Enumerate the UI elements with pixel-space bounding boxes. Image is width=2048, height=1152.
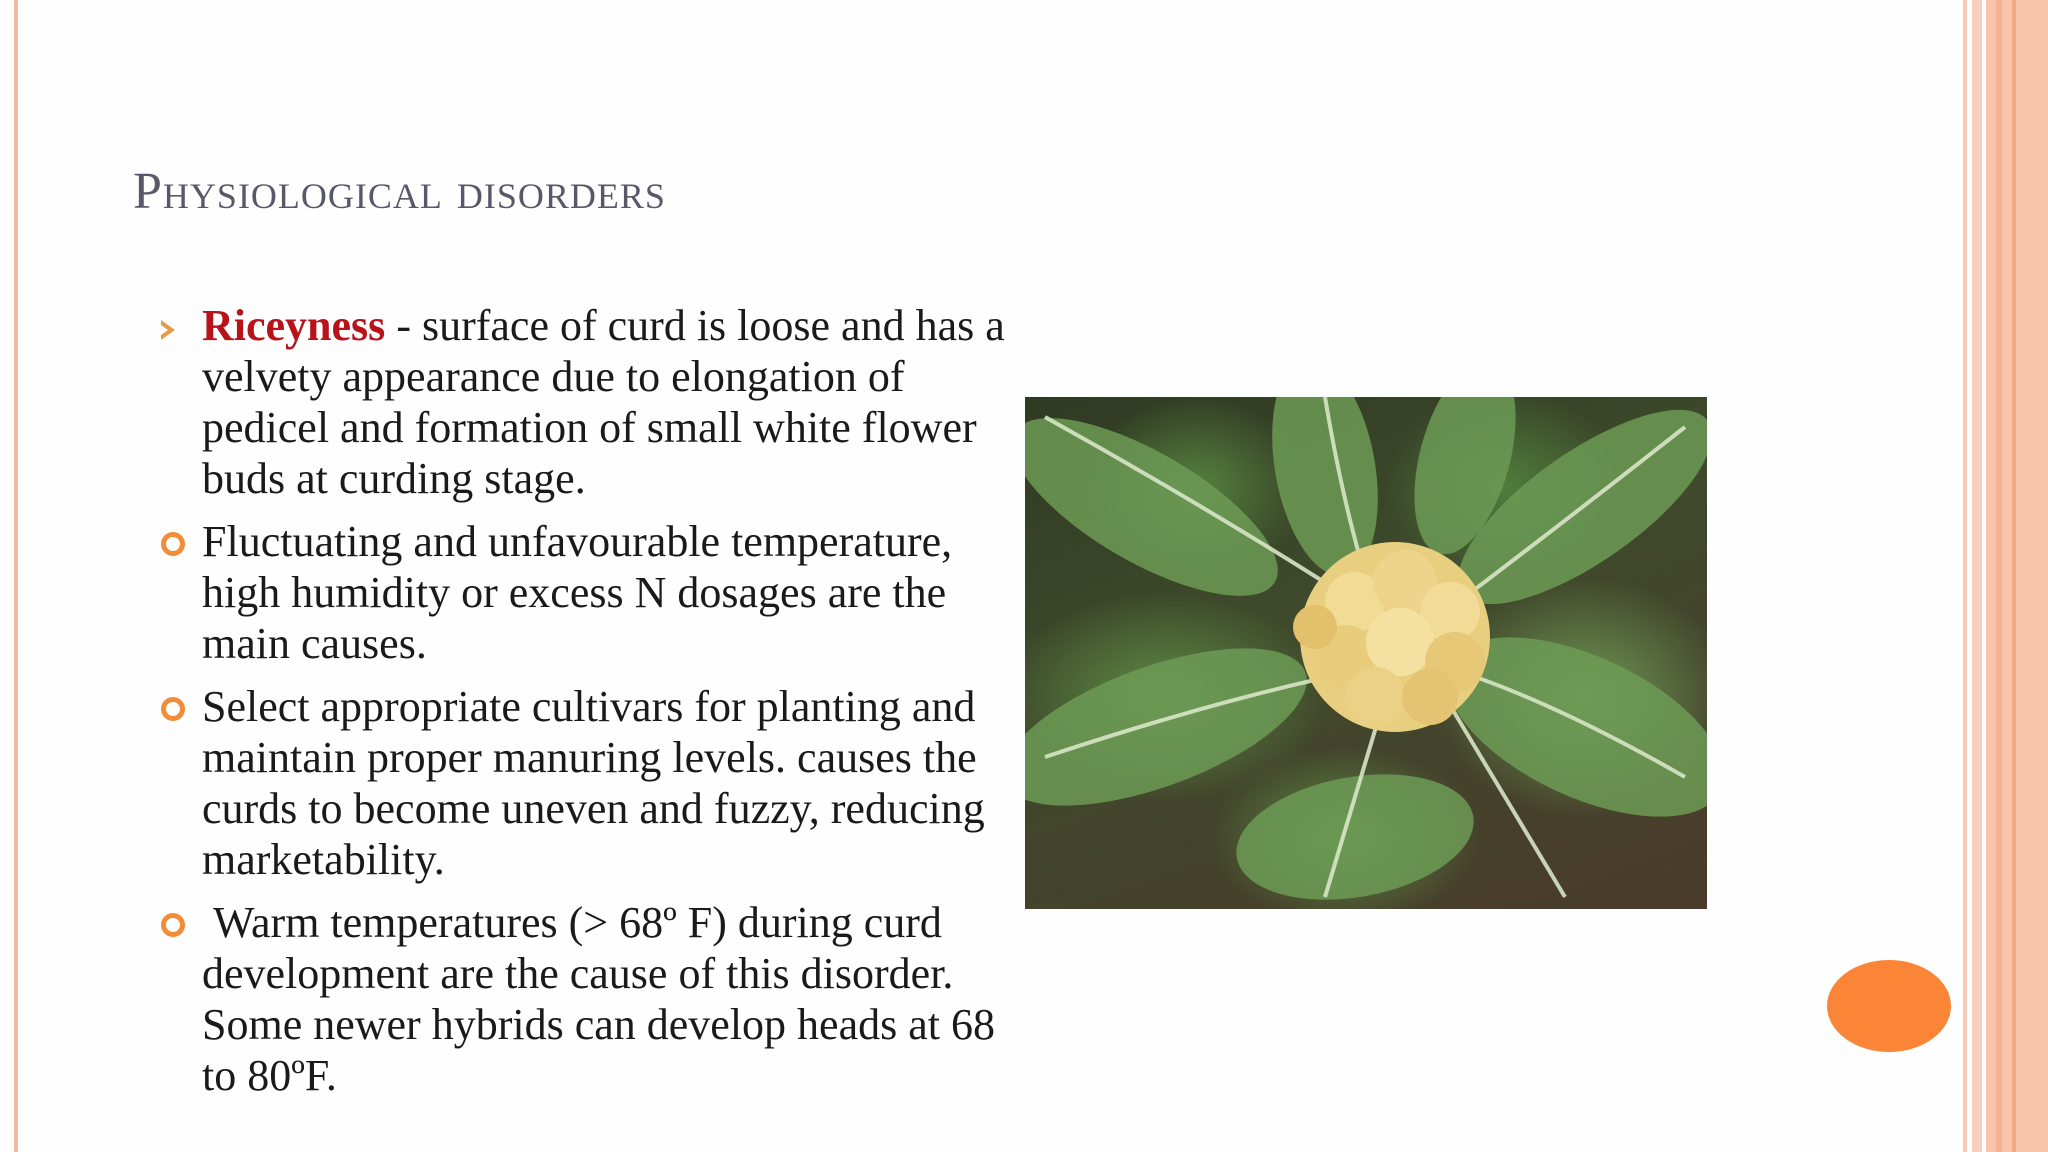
slide-title: Physiological disorders bbox=[133, 163, 666, 220]
right-border-band bbox=[1986, 0, 2048, 1152]
bullet-text: Fluctuating and unfavourable temperature, high humidity or excess N dosages are the main causes. bbox=[202, 517, 953, 668]
bullet-item bbox=[150, 516, 1010, 669]
arrow-bullet-icon bbox=[161, 320, 175, 340]
right-border-stripe bbox=[1963, 0, 1967, 1152]
bullet-text: Select appropriate cultivars for planting and maintain proper manuring levels. causes the curds to become uneven and fuzzy, reducing marketability. bbox=[202, 682, 985, 884]
left-border-line bbox=[14, 0, 18, 1152]
bullet-term: Riceyness bbox=[202, 301, 386, 350]
cauliflower-photo bbox=[1025, 397, 1707, 909]
ring-bullet-icon bbox=[161, 532, 185, 556]
bullet-item bbox=[150, 897, 1010, 1101]
bullet-text: - surface of curd is loose and has a velvety appearance due to elongation of pedicel and formation of small white flower buds at curding stage. bbox=[202, 301, 1005, 503]
right-border-stripe bbox=[1972, 0, 1982, 1152]
accent-circle bbox=[1827, 960, 1951, 1052]
bullet-list bbox=[150, 300, 1010, 1113]
ring-bullet-icon bbox=[161, 697, 185, 721]
bullet-item bbox=[150, 681, 1010, 885]
cauliflower-illustration bbox=[1025, 397, 1707, 909]
bullet-text: Warm temperatures (> 68º F) during curd development are the cause of this disorder. Some newer hybrids can develop heads at 68 to 80ºF. bbox=[202, 898, 1006, 1100]
bullet-item bbox=[150, 300, 1010, 504]
ring-bullet-icon bbox=[161, 913, 185, 937]
